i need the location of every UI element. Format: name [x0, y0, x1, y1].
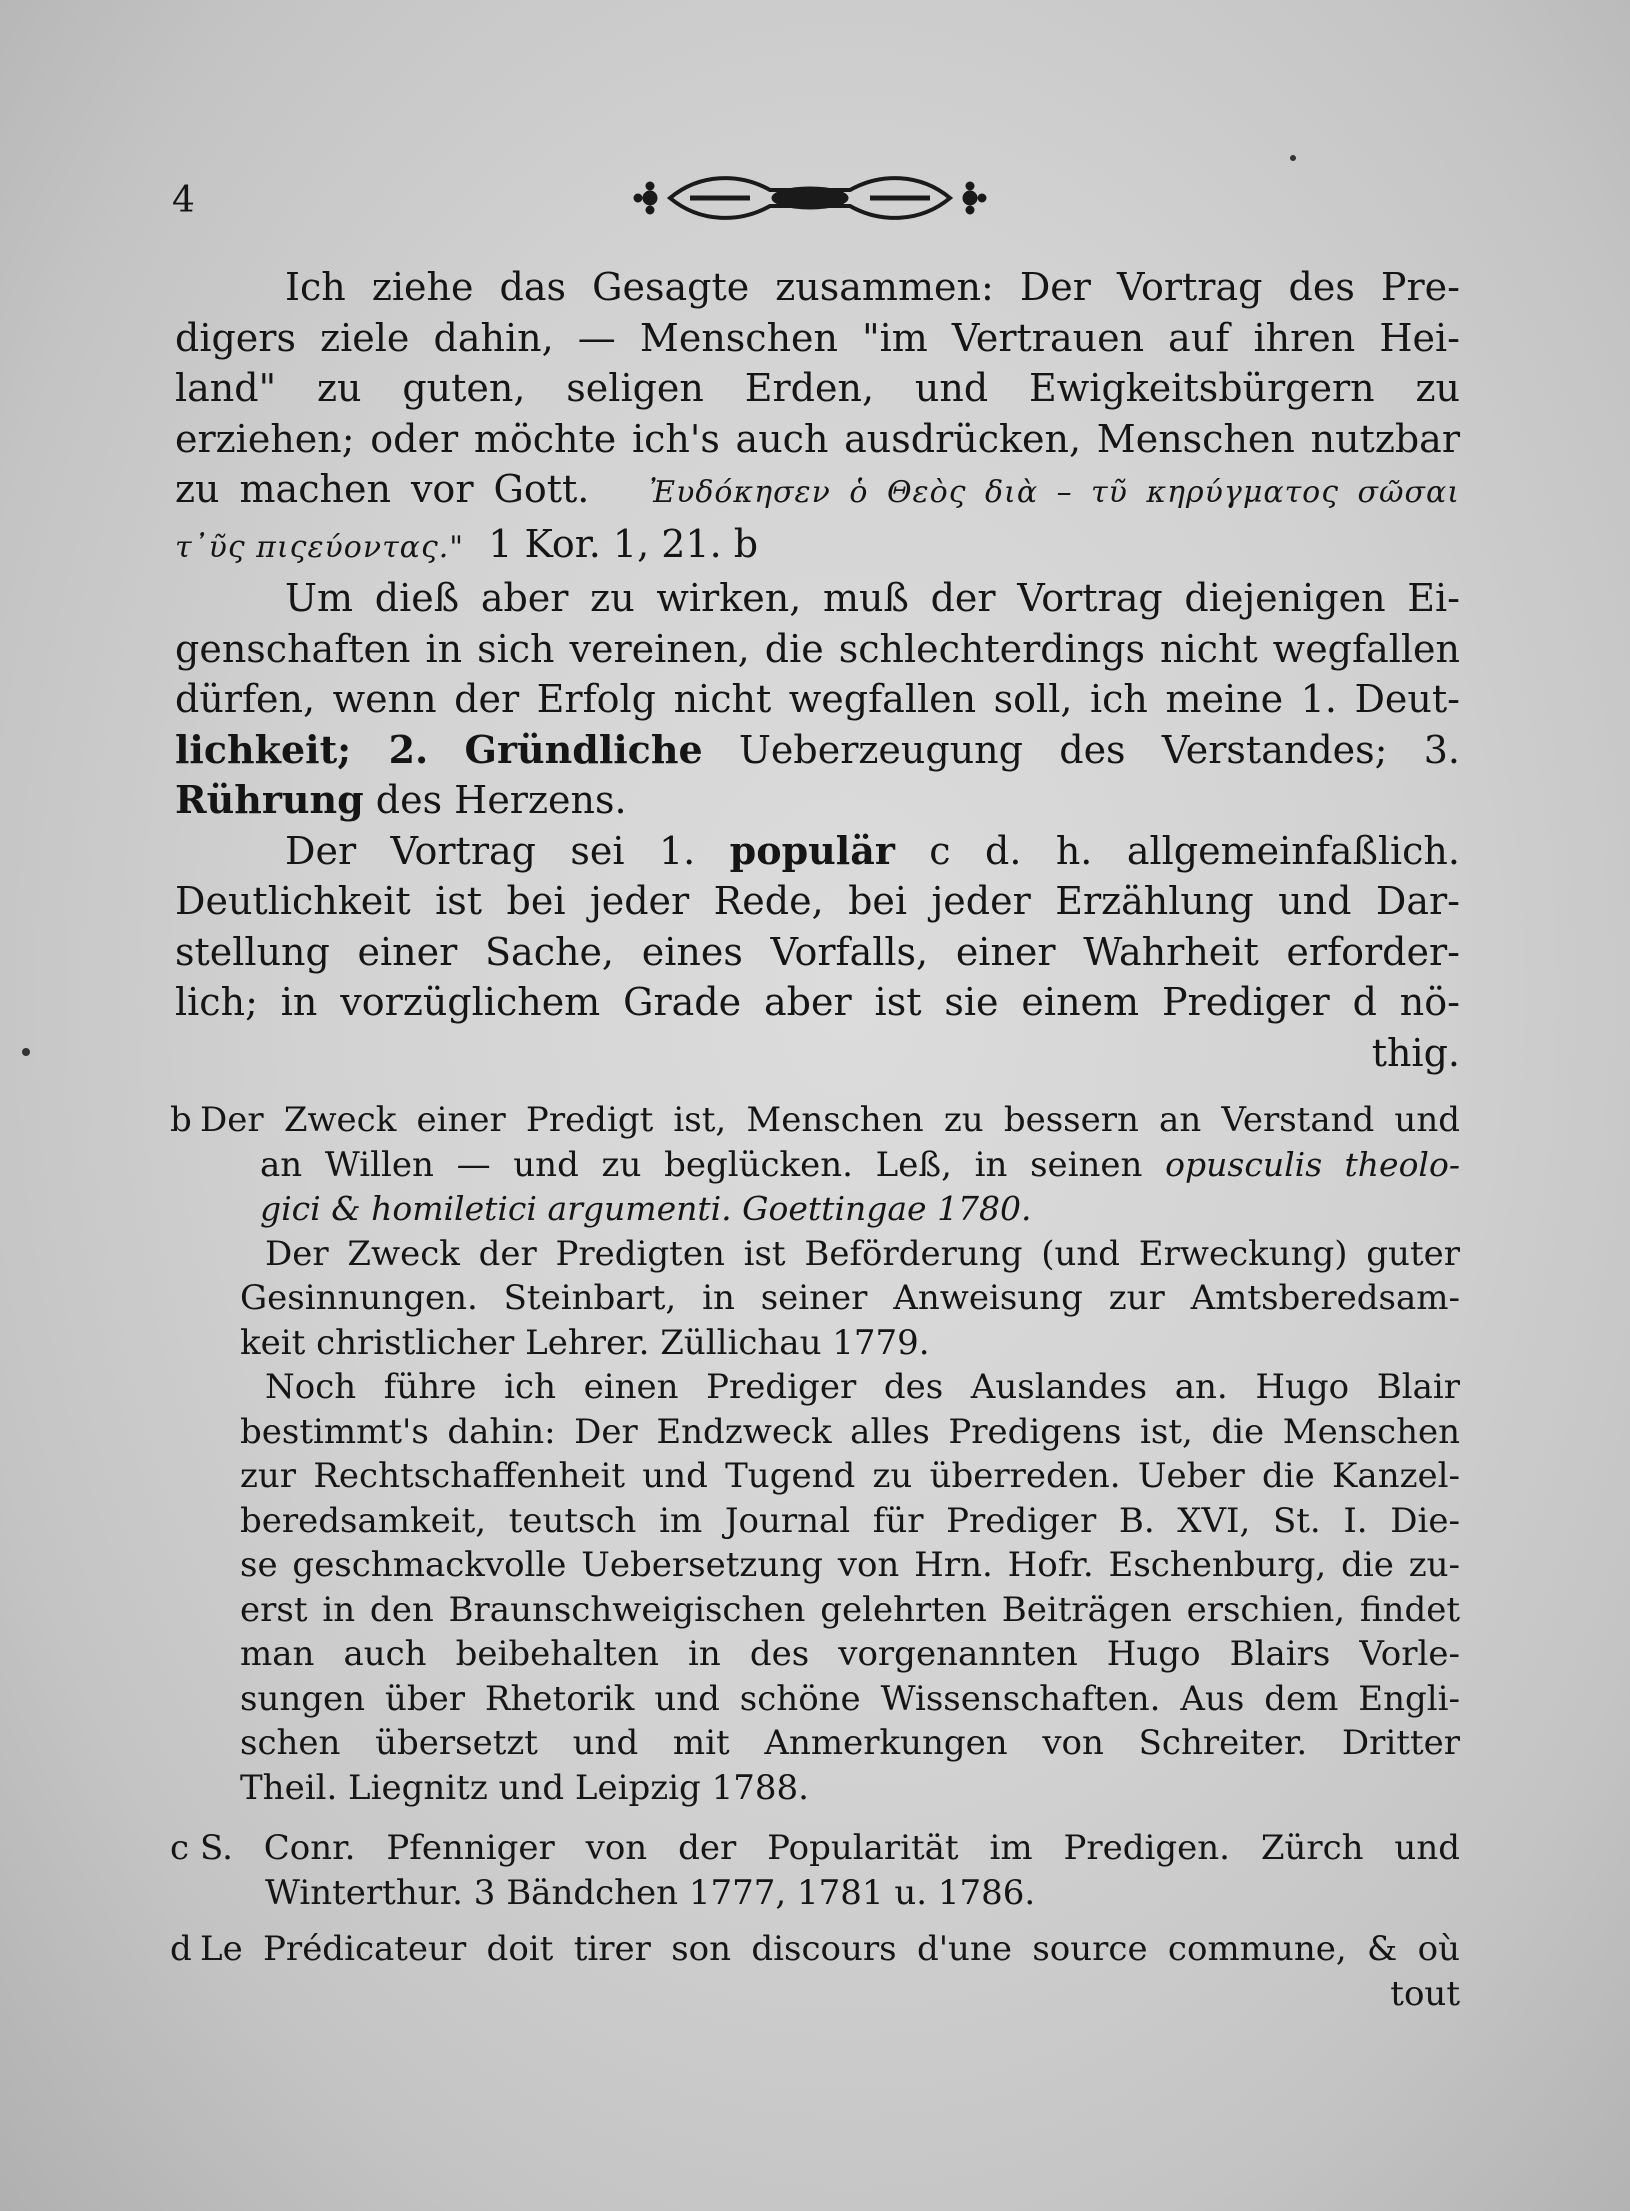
text-line: schen übersetzt und mit Anmerkungen von Schreiter. Dritter — [240, 1723, 1460, 1763]
text-line: Gesinnungen. Steinbart, in seiner Anweisung zur Amtsberedsam- — [240, 1278, 1460, 1318]
text-line: digers ziele dahin, — Menschen "im Vertrauen auf ihren Hei- — [175, 315, 1460, 360]
text-fragment: Der Vortrag sei 1. — [285, 828, 696, 873]
paragraph-popular — [175, 826, 1460, 1079]
text-line — [175, 519, 1460, 574]
text-fragment: Der Zweck einer Predigt ist, Menschen zu bessern an Verstand und — [200, 1100, 1460, 1140]
text-line: Um dieß aber zu wirken, muß der Vortrag diejenigen Ei- — [285, 576, 1460, 620]
text-line — [175, 464, 1460, 519]
text-line: sungen über Rhetorik und schöne Wissenschaften. Aus dem Engli- — [240, 1678, 1460, 1719]
text-fragment: lichkeit; 2. — [175, 726, 429, 772]
text-line: Winterthur. 3 Bändchen 1777, 1781 u. 1786. — [265, 1872, 1036, 1913]
text-line — [170, 1927, 1460, 1972]
footnote-b-3 — [170, 1365, 1460, 1810]
text-line: zur Rechtschaffenheit und Tugend zu überreden. Ueber die Kanzel- — [240, 1456, 1460, 1496]
footnote-b-2 — [170, 1232, 1460, 1366]
footnotes — [170, 1098, 1460, 2016]
text-fragment: gici & homiletici argumenti. Goettingae 1780. — [260, 1189, 1032, 1228]
text-line: beredsamkeit, teutsch im Journal für Prediger B. XVI, St. I. Die- — [240, 1500, 1460, 1541]
text-line: thig. — [1371, 1030, 1460, 1075]
text-fragment: an Willen — und zu beglücken. Leß, in seinen — [260, 1144, 1143, 1185]
text-line: Noch führe ich einen Prediger des Auslandes an. Hugo Blair — [265, 1367, 1460, 1407]
footnote-c — [170, 1826, 1460, 1915]
footnote-marker: d — [170, 1929, 192, 1969]
text-line — [175, 775, 1460, 826]
text-line — [175, 826, 1460, 877]
page-number: 4 — [172, 180, 195, 221]
text-line: Deutlichkeit ist bei jeder Rede, bei jeder Erzählung und Dar- — [175, 879, 1460, 923]
ink-speck — [22, 1048, 30, 1056]
text-line — [170, 1098, 1460, 1143]
header-ornament — [630, 168, 990, 228]
ink-speck — [1290, 155, 1296, 161]
catchword: tout — [1390, 1973, 1460, 2014]
text-line: keit christlicher Lehrer. Züllichau 1779. — [240, 1322, 930, 1363]
text-line: Der Zweck der Predigten ist Beförderung (und Erweckung) guter — [265, 1233, 1460, 1274]
text-line: man auch beibehalten in des vorgenannten Hugo Blairs Vorle- — [240, 1634, 1460, 1674]
text-fragment: S. Conr. Pfenniger von der Popularität im Predigen. Zürch und — [200, 1828, 1460, 1868]
text-fragment: c d. h. allgemeinfaßlich. — [929, 828, 1460, 873]
text-line: bestimmt's dahin: Der Endzweck alles Predigens ist, die Menschen — [240, 1411, 1460, 1452]
footnote-d — [170, 1927, 1460, 2016]
bible-reference: 1 Kor. 1, 21. b — [488, 521, 759, 566]
greek-quote: τ᾽ῦς πιςεύοντας." — [175, 529, 465, 565]
text-line — [170, 1187, 1460, 1232]
text-fragment: opusculis theolo- — [1165, 1144, 1461, 1184]
text-line: genschaften in sich vereinen, die schlechterdings nicht wegfallen — [175, 626, 1460, 671]
text-line: lich; in vorzüglichem Grade aber ist sie einem Prediger d nö- — [175, 980, 1460, 1024]
text-fragment: Ueberzeugung des Verstandes; 3. — [738, 727, 1460, 772]
main-text — [175, 262, 1460, 1078]
text-fragment: des Herzens. — [375, 778, 627, 822]
text-line: Ich ziehe das Gesagte zusammen: Der Vortrag des Pre- — [285, 265, 1460, 309]
paragraph-summary — [175, 262, 1460, 573]
footnote-b — [170, 1098, 1460, 1232]
text-fragment: Rührung — [175, 777, 364, 822]
text-line — [170, 1826, 1460, 1871]
text-line: stellung einer Sache, eines Vorfalls, einer Wahrheit erforder- — [175, 929, 1460, 974]
text-fragment: Gründliche — [464, 726, 703, 772]
text-fragment: Le Prédicateur doit tirer son discours d'une source commune, & où — [200, 1929, 1460, 1969]
text-line — [175, 725, 1460, 776]
text-fragment: populär — [729, 827, 895, 873]
text-line: Theil. Liegnitz und Leipzig 1788. — [240, 1767, 809, 1808]
text-line: se geschmackvolle Uebersetzung von Hrn. Hofr. Eschenburg, die zu- — [240, 1545, 1460, 1585]
footnote-marker: c — [170, 1828, 190, 1868]
text-line: land" zu guten, seligen Erden, und Ewigkeitsbürgern zu — [175, 366, 1460, 410]
text-line: erziehen; oder möchte ich's auch ausdrücken, Menschen nutzbar — [175, 416, 1460, 461]
text-line: dürfen, wenn der Erfolg nicht wegfallen soll, ich meine 1. Deut- — [175, 677, 1460, 721]
text-fragment: zu machen vor Gott. — [175, 467, 590, 511]
paragraph-properties — [175, 573, 1460, 826]
greek-quote: Ἐυδόκησεν ὁ Θεὸς διὰ – τῦ κηρύγματος σῶσαι — [649, 475, 1460, 510]
text-line: erst in den Braunschweigischen gelehrten Beiträgen erschien, findet — [240, 1589, 1460, 1630]
text-line — [170, 1143, 1460, 1188]
footnote-marker: b — [170, 1100, 192, 1140]
